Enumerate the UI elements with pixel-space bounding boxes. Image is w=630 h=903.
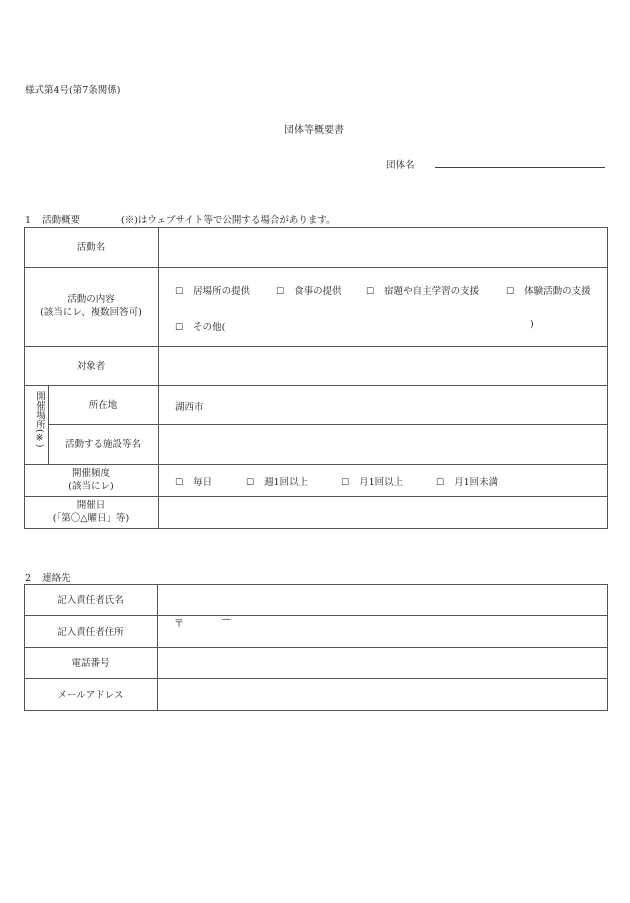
checkbox-icon[interactable]: ☐ (506, 287, 515, 297)
frequency-less-than-monthly[interactable] (436, 474, 498, 488)
option-label: 月1回未満 (454, 477, 499, 488)
option-experience-support[interactable] (506, 283, 591, 297)
section2-heading (25, 570, 71, 584)
checkbox-icon[interactable]: ☐ (366, 287, 375, 297)
section1-heading (25, 212, 80, 226)
publication-note: (※)はウェブサイト等で公開する場合があります。 (121, 215, 336, 226)
checkbox-icon[interactable]: ☐ (276, 287, 285, 297)
frequency-label (24, 467, 158, 493)
dates-field[interactable] (159, 497, 607, 528)
frequency-daily[interactable] (175, 474, 212, 488)
phone-label: 電話番号 (71, 658, 110, 669)
contact-address-label: 記入責任者住所 (57, 627, 124, 638)
activity-content-label-line2: (該当にレ、複数回答可) (40, 307, 142, 318)
facility-field[interactable] (159, 425, 607, 464)
form-number: 様式第4号(第7条関係) (25, 85, 121, 96)
activity-content-label-line1: 活動の内容 (67, 294, 115, 305)
checkbox-icon[interactable]: ☐ (436, 478, 445, 488)
activity-content-label (24, 293, 158, 319)
phone-field[interactable] (158, 648, 607, 678)
option-label: 宿題や自主学習の支援 (384, 286, 480, 297)
other-close-paren: ) (530, 319, 534, 330)
contact-address-field[interactable] (158, 616, 607, 647)
section1-number: 1 (25, 215, 32, 226)
activity-name-label: 活動名 (76, 242, 106, 253)
frequency-label-line1: 開催頻度 (71, 468, 110, 479)
checkbox-icon[interactable]: ☐ (246, 478, 255, 488)
section2-title: 連絡先 (42, 573, 71, 584)
activity-name-field[interactable] (159, 228, 607, 267)
option-label: 食事の提供 (294, 286, 342, 297)
checkbox-icon[interactable]: ☐ (341, 478, 350, 488)
facility-label: 活動する施設等名 (64, 439, 141, 450)
dates-label-line2: (「第〇△曜日」等) (52, 513, 130, 524)
contact-name-label: 記入責任者氏名 (57, 595, 124, 606)
option-meal-provision[interactable] (276, 283, 342, 297)
checkbox-icon[interactable]: ☐ (175, 478, 184, 488)
option-label: 月1回以上 (359, 477, 404, 488)
location-label: 所在地 (88, 400, 118, 411)
location-field[interactable]: 湖西市 (175, 402, 204, 413)
target-label: 対象者 (76, 361, 106, 372)
option-label: 体験活動の支援 (524, 286, 591, 297)
option-other-label: その他( (193, 322, 226, 333)
option-label: 週1回以上 (264, 477, 309, 488)
venue-group-label: 開催場所(※) (34, 391, 45, 448)
frequency-monthly[interactable] (341, 474, 403, 488)
dates-label (24, 499, 158, 525)
frequency-label-line2: (該当にレ) (68, 481, 114, 492)
frequency-weekly[interactable] (246, 474, 308, 488)
contact-name-field[interactable] (158, 585, 607, 615)
email-field[interactable] (158, 679, 607, 710)
target-field[interactable] (159, 347, 607, 385)
option-label: 居場所の提供 (193, 286, 251, 297)
postal-dash: — (222, 615, 231, 625)
checkbox-icon[interactable]: ☐ (175, 323, 184, 333)
org-name-field[interactable] (435, 167, 605, 168)
section1-title: 活動概要 (42, 215, 81, 226)
option-label: 毎日 (193, 477, 213, 488)
option-place-provision[interactable] (175, 283, 250, 297)
checkbox-icon[interactable]: ☐ (175, 287, 184, 297)
postal-mark: 〒 (174, 619, 184, 630)
other-detail-field[interactable] (232, 317, 522, 333)
email-label: メールアドレス (57, 690, 124, 701)
section2-number: 2 (25, 573, 32, 584)
option-study-support[interactable] (366, 283, 479, 297)
dates-label-line1: 開催日 (76, 500, 106, 511)
org-name-label: 団体名 (386, 160, 415, 171)
option-other[interactable] (175, 319, 225, 333)
page-title: 団体等概要書 (284, 125, 344, 136)
